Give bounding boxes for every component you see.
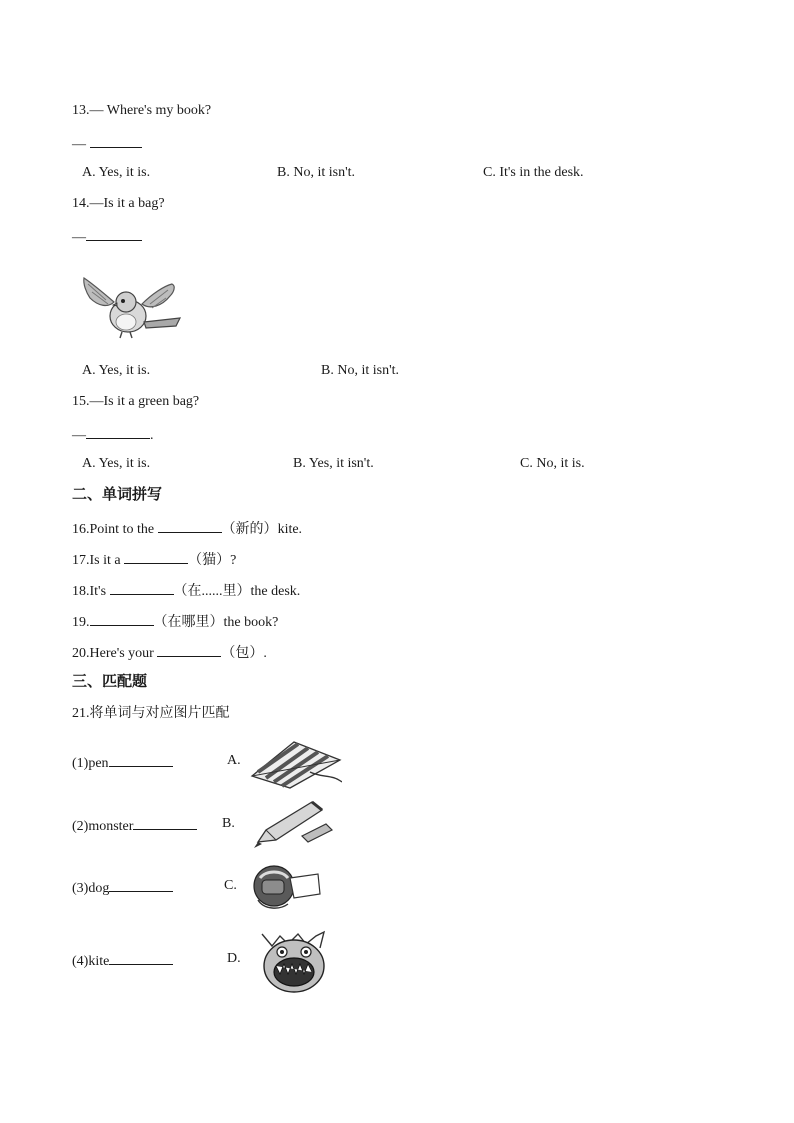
- match-word-4-blank[interactable]: [109, 950, 173, 965]
- q16-before: 16.Point to the: [72, 522, 158, 537]
- q17-line: [72, 549, 236, 570]
- q13-answer-prefix: —: [72, 137, 90, 152]
- q20-hint: （包）: [221, 646, 264, 661]
- q17-hint: （猫）: [188, 553, 231, 568]
- q15-option-b[interactable]: B. Yes, it isn't.: [293, 456, 374, 471]
- bird-icon: [80, 272, 186, 342]
- match-word-4-label: (4)kite: [72, 954, 110, 969]
- q13-option-a[interactable]: A. Yes, it is.: [82, 165, 151, 180]
- q14-answer-line: [72, 226, 142, 247]
- q15-stem: 15.—Is it a green bag?: [72, 394, 200, 409]
- q20-before: 20.Here's your: [72, 646, 158, 661]
- q18-after: the desk.: [250, 584, 301, 599]
- match-word-4: [72, 950, 173, 971]
- q21-stem: 21.将单词与对应图片匹配: [72, 706, 230, 721]
- q19-blank[interactable]: [90, 611, 154, 626]
- q18-before: 18.It's: [72, 584, 110, 599]
- match-letter-b: B.: [222, 816, 235, 831]
- q13-option-c[interactable]: C. It's in the desk.: [483, 165, 584, 180]
- match-word-2: [72, 815, 197, 836]
- q14-answer-blank[interactable]: [86, 226, 142, 241]
- q17-after: ?: [230, 553, 237, 568]
- q20-line: [72, 642, 267, 663]
- q20-blank[interactable]: [157, 642, 221, 657]
- q19-after: the book?: [223, 615, 279, 630]
- q15-answer-suffix: .: [150, 428, 154, 443]
- q16-blank[interactable]: [158, 518, 222, 533]
- q19-hint: （在哪里）: [153, 615, 224, 630]
- match-letter-a: A.: [227, 753, 241, 768]
- match-word-2-blank[interactable]: [133, 815, 197, 830]
- q14-stem: 14.—Is it a bag?: [72, 196, 165, 211]
- q15-answer-line: [72, 424, 154, 445]
- match-word-3-blank[interactable]: [109, 877, 173, 892]
- q15-option-c[interactable]: C. No, it is.: [520, 456, 585, 471]
- q13-option-b[interactable]: B. No, it isn't.: [277, 165, 355, 180]
- dog-icon: [250, 860, 322, 912]
- match-word-1-blank[interactable]: [109, 752, 173, 767]
- kite-icon: [250, 738, 342, 790]
- match-word-3-label: (3)dog: [72, 881, 110, 896]
- section3-title: 三、匹配题: [72, 674, 148, 690]
- q15-option-a[interactable]: A. Yes, it is.: [82, 456, 151, 471]
- q18-hint: （在......里）: [173, 584, 251, 599]
- q13-answer-line: [72, 133, 142, 154]
- match-word-1-label: (1)pen: [72, 756, 109, 771]
- q14-answer-prefix: —: [72, 230, 86, 245]
- q15-answer-prefix: —: [72, 428, 86, 443]
- q16-line: [72, 518, 302, 539]
- q14-option-a[interactable]: A. Yes, it is.: [82, 363, 151, 378]
- q18-line: [72, 580, 300, 601]
- q19-line: [72, 611, 278, 632]
- match-word-3: [72, 877, 173, 898]
- match-letter-c: C.: [224, 878, 237, 893]
- q13-stem: 13.— Where's my book?: [72, 103, 212, 118]
- q20-after: .: [263, 646, 267, 661]
- match-word-2-label: (2)monster: [72, 819, 134, 834]
- match-word-1: [72, 752, 173, 773]
- q16-after: kite.: [277, 522, 303, 537]
- match-letter-d: D.: [227, 951, 241, 966]
- monster-icon: [258, 928, 330, 996]
- q14-option-b[interactable]: B. No, it isn't.: [321, 363, 399, 378]
- q15-answer-blank[interactable]: [86, 424, 150, 439]
- q17-blank[interactable]: [124, 549, 188, 564]
- section2-title: 二、单词拼写: [72, 487, 163, 503]
- q17-before: 17.Is it a: [72, 553, 125, 568]
- q18-blank[interactable]: [110, 580, 174, 595]
- q19-before: 19.: [72, 615, 90, 630]
- q13-answer-blank[interactable]: [90, 133, 142, 148]
- q16-hint: （新的）: [221, 522, 278, 537]
- pen-icon: [252, 796, 334, 850]
